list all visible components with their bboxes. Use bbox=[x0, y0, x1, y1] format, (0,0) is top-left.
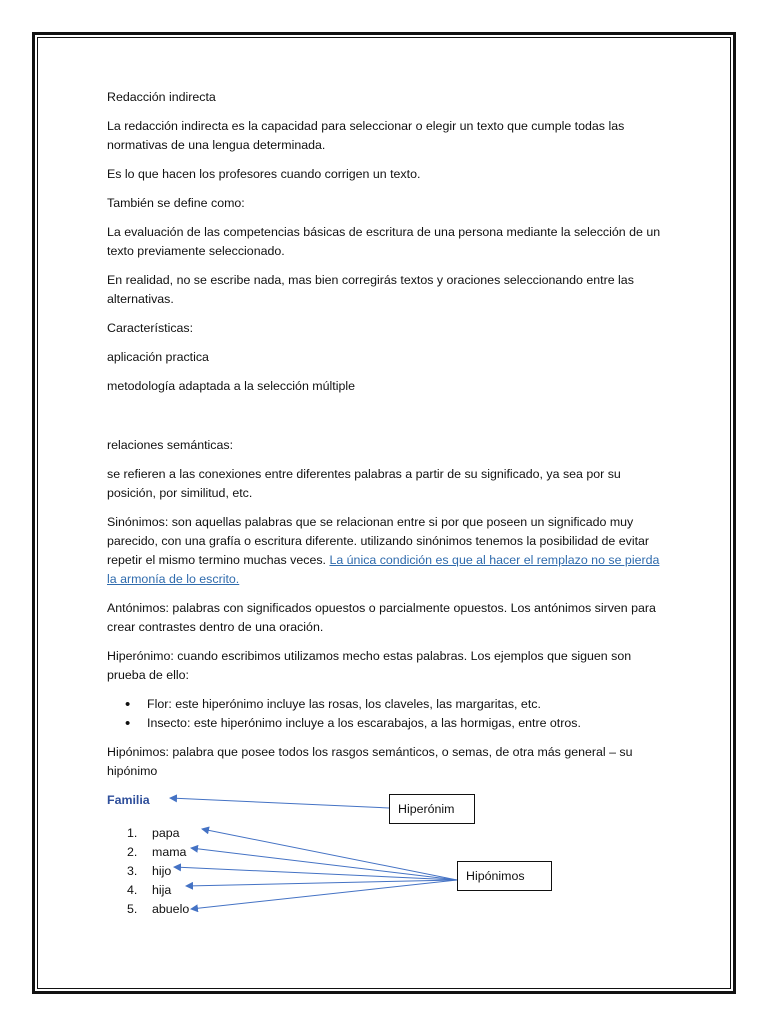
arrow-to-hija bbox=[186, 880, 457, 886]
arrow-to-abuelo bbox=[191, 880, 457, 909]
sinonimos-text: Sinónimos: son aquellas palabras que se relacionan entre si por que poseen un significado muy parecido, con una grafía o escritura diferente. utilizando sinónimos tenemos la posibilidad de evitar repetir el mismo termino muchas veces. bbox=[107, 515, 650, 567]
paragraph: También se define como: bbox=[107, 196, 245, 210]
paragraph: Hiperónimo: cuando escribimos utilizamos mecho estas palabras. Los ejemplos que siguen son prueba de ello: bbox=[107, 649, 632, 682]
paragraph: La redacción indirecta es la capacidad para seleccionar o elegir un texto que cumple todas las normativas de una lengua determinada. bbox=[107, 119, 625, 152]
list-item: • Insecto: este hiperónimo incluye a los escarabajos, a las hormigas, entre otros. bbox=[147, 714, 667, 733]
list-item: 2. mama bbox=[127, 845, 187, 859]
hyperonym-box bbox=[389, 794, 475, 824]
paragraph: La evaluación de las competencias básicas de escritura de una persona mediante la selección de un texto previamente seleccionado. bbox=[107, 225, 661, 258]
section-heading-caracteristicas: Características: bbox=[107, 321, 194, 335]
document-title: Redacción indirecta bbox=[107, 90, 216, 104]
hyperonym-label: Hiperónim bbox=[398, 802, 455, 816]
paragraph: aplicación practica bbox=[107, 350, 209, 364]
family-title: Familia bbox=[107, 793, 150, 807]
arrow-to-mama bbox=[191, 848, 457, 880]
hyponym-mama: mama bbox=[152, 845, 187, 859]
paragraph: se refieren a las conexiones entre diferentes palabras a partir de su significado, ya sea por su posición, por similitud, etc. bbox=[107, 467, 621, 500]
hyponym-hijo: hijo bbox=[152, 864, 172, 878]
arrow-to-papa bbox=[202, 829, 457, 880]
paragraph: metodología adaptada a la selección múltiple bbox=[107, 379, 355, 393]
section-heading-relaciones: relaciones semánticas: bbox=[107, 438, 234, 452]
paragraph: Antónimos: palabras con significados opuestos o parcialmente opuestos. Los antónimos sirven para crear contrastes dentro de una oración. bbox=[107, 601, 656, 634]
list-item: 3. hijo bbox=[127, 864, 172, 878]
sinonimos-link[interactable]: La única condición es que al hacer el remplazo no se pierda la armonía de lo escrito. bbox=[107, 553, 660, 586]
paragraph: Es lo que hacen los profesores cuando corrigen un texto. bbox=[107, 167, 421, 181]
hyponym-hija: hija bbox=[152, 883, 172, 897]
list-item: 4. hija bbox=[127, 883, 172, 897]
list-item: 5. abuelo bbox=[127, 902, 190, 916]
list-item: 1. papa bbox=[127, 826, 180, 840]
hyponyms-box bbox=[457, 861, 552, 891]
hyponym-papa: papa bbox=[152, 826, 180, 840]
arrow-to-hijo bbox=[174, 867, 457, 880]
paragraph: En realidad, no se escribe nada, mas bien corregirás textos y oraciones seleccionando entre las alternativas. bbox=[107, 273, 634, 306]
paragraph: Hipónimos: palabra que posee todos los rasgos semánticos, o semas, de otra más general – su hipónimo bbox=[107, 745, 633, 778]
list-item: • Flor: este hiperónimo incluye las rosas, los claveles, las margaritas, etc. bbox=[147, 695, 667, 714]
hyponym-abuelo: abuelo bbox=[152, 902, 190, 916]
hyponyms-label: Hipónimos bbox=[466, 869, 525, 883]
arrow-to-familia bbox=[170, 798, 389, 808]
